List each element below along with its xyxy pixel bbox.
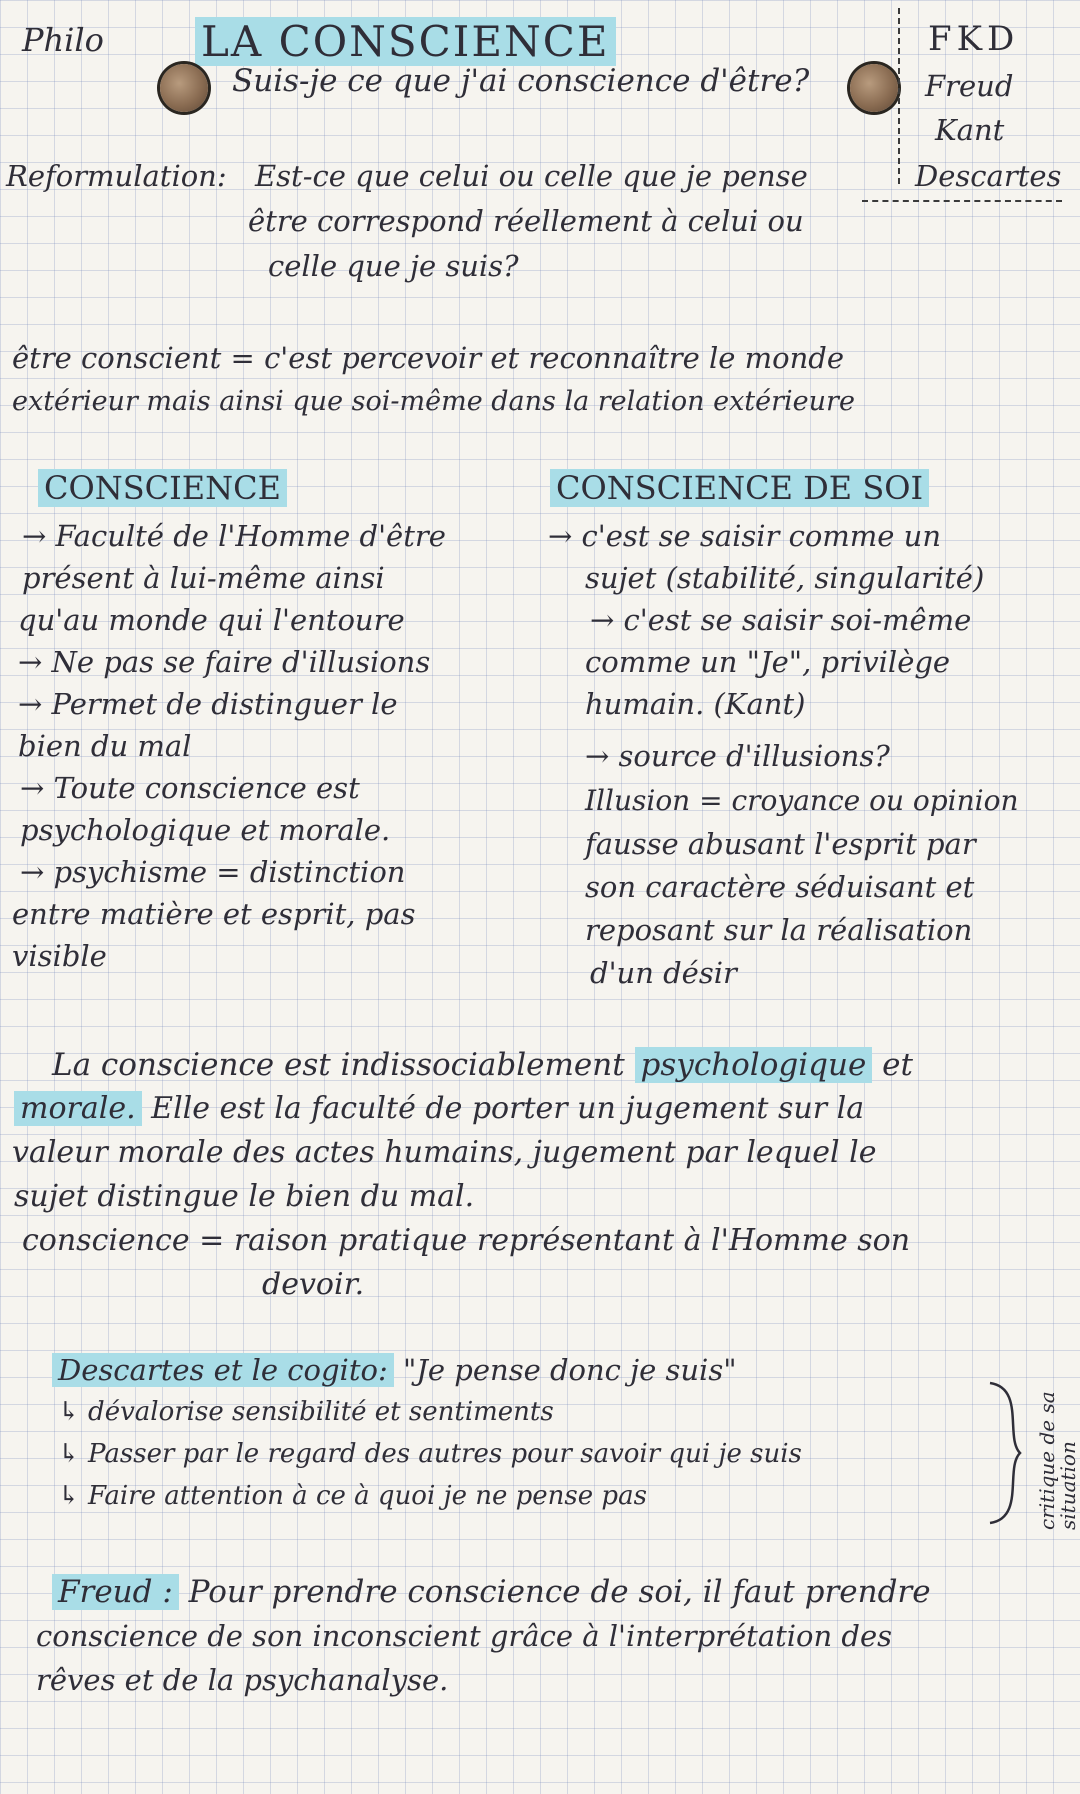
- brace-mark: [985, 1378, 1035, 1528]
- author-descartes: Descartes: [915, 159, 1062, 193]
- page-title-text: LA CONSCIENCE: [195, 17, 616, 66]
- side-note-2: situation: [1056, 1441, 1080, 1530]
- paragraph-line-3: valeur morale des actes humains, jugement par lequel le: [12, 1135, 877, 1170]
- conscience-line: présent à lui-même ainsi: [22, 561, 385, 595]
- definition-line-2: extérieur mais ainsi que soi-même dans la relation extérieure: [12, 386, 855, 417]
- descartes-label: Descartes et le cogito:: [52, 1353, 394, 1387]
- conscience-line: psychologique et morale.: [20, 813, 391, 847]
- psychisme-text: → psychisme = distinction: [20, 855, 406, 889]
- conscience-line: entre matière et esprit, pas: [12, 897, 416, 931]
- paragraph-line-4: sujet distingue le bien du mal.: [14, 1179, 475, 1214]
- conscience-line: → Permet de distinguer le: [18, 687, 398, 721]
- conscience-de-soi-heading-text: CONSCIENCE DE SOI: [550, 469, 929, 507]
- paragraph-line-1-a: La conscience est indissociablement: [52, 1047, 625, 1083]
- definition-line-1: être conscient = c'est percevoir et reconnaître le monde: [12, 341, 844, 375]
- paragraph-line-2-b: Elle est la faculté de porter un jugement sur la: [151, 1091, 865, 1126]
- conscience-de-soi-line: Illusion = croyance ou opinion: [585, 784, 1019, 817]
- paragraph-line-6: devoir.: [262, 1267, 365, 1302]
- page-title: [195, 18, 616, 66]
- conscience-de-soi-heading: [550, 470, 929, 507]
- conscience-de-soi-line: fausse abusant l'esprit par: [585, 827, 976, 861]
- freud-line-2: conscience de son inconscient grâce à l'interprétation des: [36, 1619, 893, 1653]
- divider-vertical: [898, 8, 900, 184]
- reformulation-line-3: celle que je suis?: [268, 249, 519, 283]
- punch-hole-left: [160, 64, 208, 112]
- reformulation-line-1: Est-ce que celui ou celle que je pense: [255, 159, 808, 193]
- conscience-de-soi-line: comme un "Je", privilège: [585, 645, 951, 679]
- punch-hole-right: [850, 64, 898, 112]
- conscience-de-soi-line: → source d'illusions?: [585, 739, 890, 773]
- paragraph-line-2: [14, 1092, 864, 1127]
- conscience-de-soi-line: humain. (Kant): [585, 687, 806, 721]
- author-freud: Freud: [925, 69, 1014, 103]
- freud-label: Freud :: [52, 1574, 179, 1610]
- conscience-de-soi-line: → c'est se saisir soi-même: [590, 603, 972, 637]
- conscience-de-soi-line: sujet (stabilité, singularité): [585, 561, 985, 595]
- paragraph-line-1-b: et: [882, 1047, 913, 1083]
- descartes-item: ↳ Passer par le regard des autres pour savoir qui je suis: [58, 1439, 802, 1469]
- freud-line-1: [52, 1575, 931, 1611]
- main-question: Suis-je ce que j'ai conscience d'être?: [232, 63, 810, 99]
- conscience-line: [20, 856, 405, 889]
- descartes-quote: "Je pense donc je suis": [402, 1353, 737, 1387]
- conscience-de-soi-line: d'un désir: [590, 956, 737, 990]
- author-kant: Kant: [935, 113, 1005, 147]
- freud-text-1: Pour prendre conscience de soi, il faut prendre: [188, 1574, 931, 1610]
- conscience-heading-text: CONSCIENCE: [38, 469, 287, 507]
- highlight-morale: morale.: [14, 1091, 142, 1126]
- divider-horizontal: [862, 200, 1062, 202]
- descartes-item: ↳ dévalorise sensibilité et sentiments: [58, 1397, 554, 1427]
- conscience-de-soi-line: son caractère séduisant et: [585, 870, 975, 904]
- side-note-1: critique de sa: [1035, 1391, 1059, 1530]
- authors-code: FKD: [928, 19, 1020, 59]
- freud-line-3: rêves et de la psychanalyse.: [36, 1663, 449, 1697]
- conscience-line: qu'au monde qui l'entoure: [18, 603, 405, 637]
- conscience-line: → Toute conscience est: [20, 771, 360, 805]
- conscience-line: → Ne pas se faire d'illusions: [18, 645, 431, 679]
- reformulation-line-2: être correspond réellement à celui ou: [248, 204, 804, 238]
- descartes-item: ↳ Faire attention à ce à quoi je ne pense pas: [58, 1481, 647, 1511]
- subject-label: Philo: [22, 21, 104, 59]
- conscience-heading: [38, 470, 287, 507]
- paragraph-line-5: conscience = raison pratique représentant à l'Homme son: [22, 1223, 911, 1258]
- conscience-line: visible: [12, 939, 107, 973]
- descartes-heading: [52, 1354, 737, 1387]
- reformulation-label: Reformulation:: [6, 159, 227, 193]
- conscience-de-soi-line: reposant sur la réalisation: [585, 913, 973, 947]
- conscience-line: → Faculté de l'Homme d'être: [22, 519, 446, 553]
- conscience-line: bien du mal: [18, 729, 192, 763]
- highlight-psychologique: psychologique: [635, 1047, 873, 1083]
- paragraph-line-1: [52, 1048, 913, 1084]
- conscience-de-soi-line: → c'est se saisir comme un: [548, 519, 942, 553]
